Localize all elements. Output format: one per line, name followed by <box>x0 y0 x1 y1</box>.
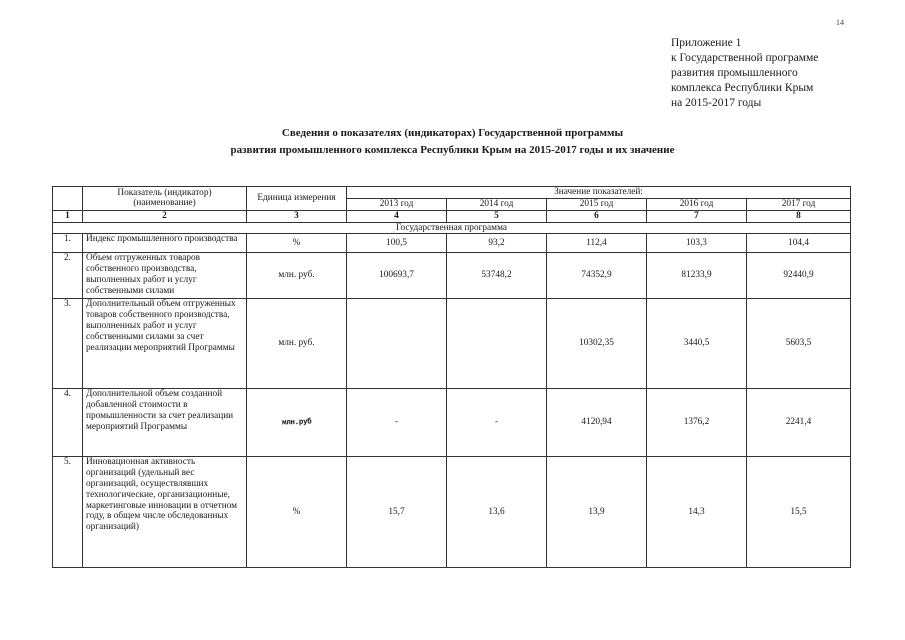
header-year: 2017 год <box>747 198 851 210</box>
indicators-table <box>52 186 851 568</box>
header-row <box>53 187 851 199</box>
page-number: 14 <box>836 18 844 27</box>
section-title: Государственная программа <box>53 222 851 234</box>
value-cell: 1376,2 <box>647 389 747 457</box>
header-unit: Единица измерения <box>247 187 347 211</box>
indicator-name: Индекс промышленного производства <box>83 234 247 253</box>
value-cell: 4120,94 <box>547 389 647 457</box>
value-cell: 104,4 <box>747 234 851 253</box>
column-index: 8 <box>747 210 851 222</box>
unit-cell <box>247 389 347 457</box>
indicator-name: Дополнительный объем отгруженных товаров собственного производства, выполненных работ и услуг собственными силами за счет реализации мероприятий Программы <box>83 299 247 389</box>
section-row <box>53 222 851 234</box>
column-index: 1 <box>53 210 83 222</box>
value-cell: - <box>347 389 447 457</box>
row-number: 1. <box>53 234 83 253</box>
value-cell: 10302,35 <box>547 299 647 389</box>
value-cell: 2241,4 <box>747 389 851 457</box>
table-row <box>53 299 851 389</box>
appendix-line: к Государственной программе <box>671 52 819 64</box>
header-indicator: Показатель (индикатор) (наименование) <box>83 187 247 211</box>
header-cell <box>53 187 83 211</box>
appendix-line: Приложение 1 <box>671 37 742 49</box>
value-cell: 3440,5 <box>647 299 747 389</box>
column-index: 4 <box>347 210 447 222</box>
row-number: 2. <box>53 253 83 299</box>
title-line-1: Сведения о показателях (индикаторах) Государственной программы <box>281 127 624 139</box>
header-year: 2013 год <box>347 198 447 210</box>
unit-cell: млн. руб. <box>247 299 347 389</box>
value-cell: 112,4 <box>547 234 647 253</box>
table-row <box>53 234 851 253</box>
document-title <box>0 125 905 159</box>
value-cell: 13,9 <box>547 457 647 568</box>
value-cell: 93,2 <box>447 234 547 253</box>
value-cell: 100693,7 <box>347 253 447 299</box>
column-index-row <box>53 210 851 222</box>
table-row <box>53 389 851 457</box>
table-row <box>53 457 851 568</box>
header-year: 2016 год <box>647 198 747 210</box>
appendix-line: комплекса Республики Крым <box>671 82 814 94</box>
unit-cell: млн. руб. <box>247 253 347 299</box>
value-cell: - <box>447 389 547 457</box>
appendix-line: развития промышленного <box>671 67 798 79</box>
value-cell: 92440,9 <box>747 253 851 299</box>
appendix-line: на 2015-2017 годы <box>671 97 762 109</box>
indicator-name: Объем отгруженных товаров собственного производства, выполненных работ и услуг собственными силами <box>83 253 247 299</box>
title-line-2: развития промышленного комплекса Республики Крым на 2015-2017 годы и их значение <box>230 144 675 156</box>
header-year: 2014 год <box>447 198 547 210</box>
value-cell: 15,7 <box>347 457 447 568</box>
value-cell <box>347 299 447 389</box>
value-cell: 103,3 <box>647 234 747 253</box>
unit-cell: % <box>247 234 347 253</box>
value-cell <box>447 299 547 389</box>
indicator-name: Дополнительной объем созданной добавленной стоимости в промышленности за счет реализации мероприятий Программы <box>83 389 247 457</box>
handwritten-unit: млн.руб <box>281 416 312 427</box>
column-index: 5 <box>447 210 547 222</box>
header-year: 2015 год <box>547 198 647 210</box>
value-cell: 13,6 <box>447 457 547 568</box>
value-cell: 14,3 <box>647 457 747 568</box>
value-cell: 100,5 <box>347 234 447 253</box>
indicator-name: Инновационная активность организаций (удельный вес организаций, осуществлявших технологические, организационные, маркетинговые инновации в отчетном году, в общем числе обследованных организаций) <box>83 457 247 568</box>
value-cell: 15,5 <box>747 457 851 568</box>
column-index: 2 <box>83 210 247 222</box>
value-cell: 81233,9 <box>647 253 747 299</box>
row-number: 5. <box>53 457 83 568</box>
appendix-note <box>671 36 896 111</box>
column-index: 3 <box>247 210 347 222</box>
unit-cell: % <box>247 457 347 568</box>
column-index: 7 <box>647 210 747 222</box>
column-index: 6 <box>547 210 647 222</box>
value-cell: 74352,9 <box>547 253 647 299</box>
header-values-group: Значение показателей: <box>347 187 851 199</box>
value-cell: 53748,2 <box>447 253 547 299</box>
value-cell: 5603,5 <box>747 299 851 389</box>
row-number: 3. <box>53 299 83 389</box>
table-row <box>53 253 851 299</box>
row-number: 4. <box>53 389 83 457</box>
